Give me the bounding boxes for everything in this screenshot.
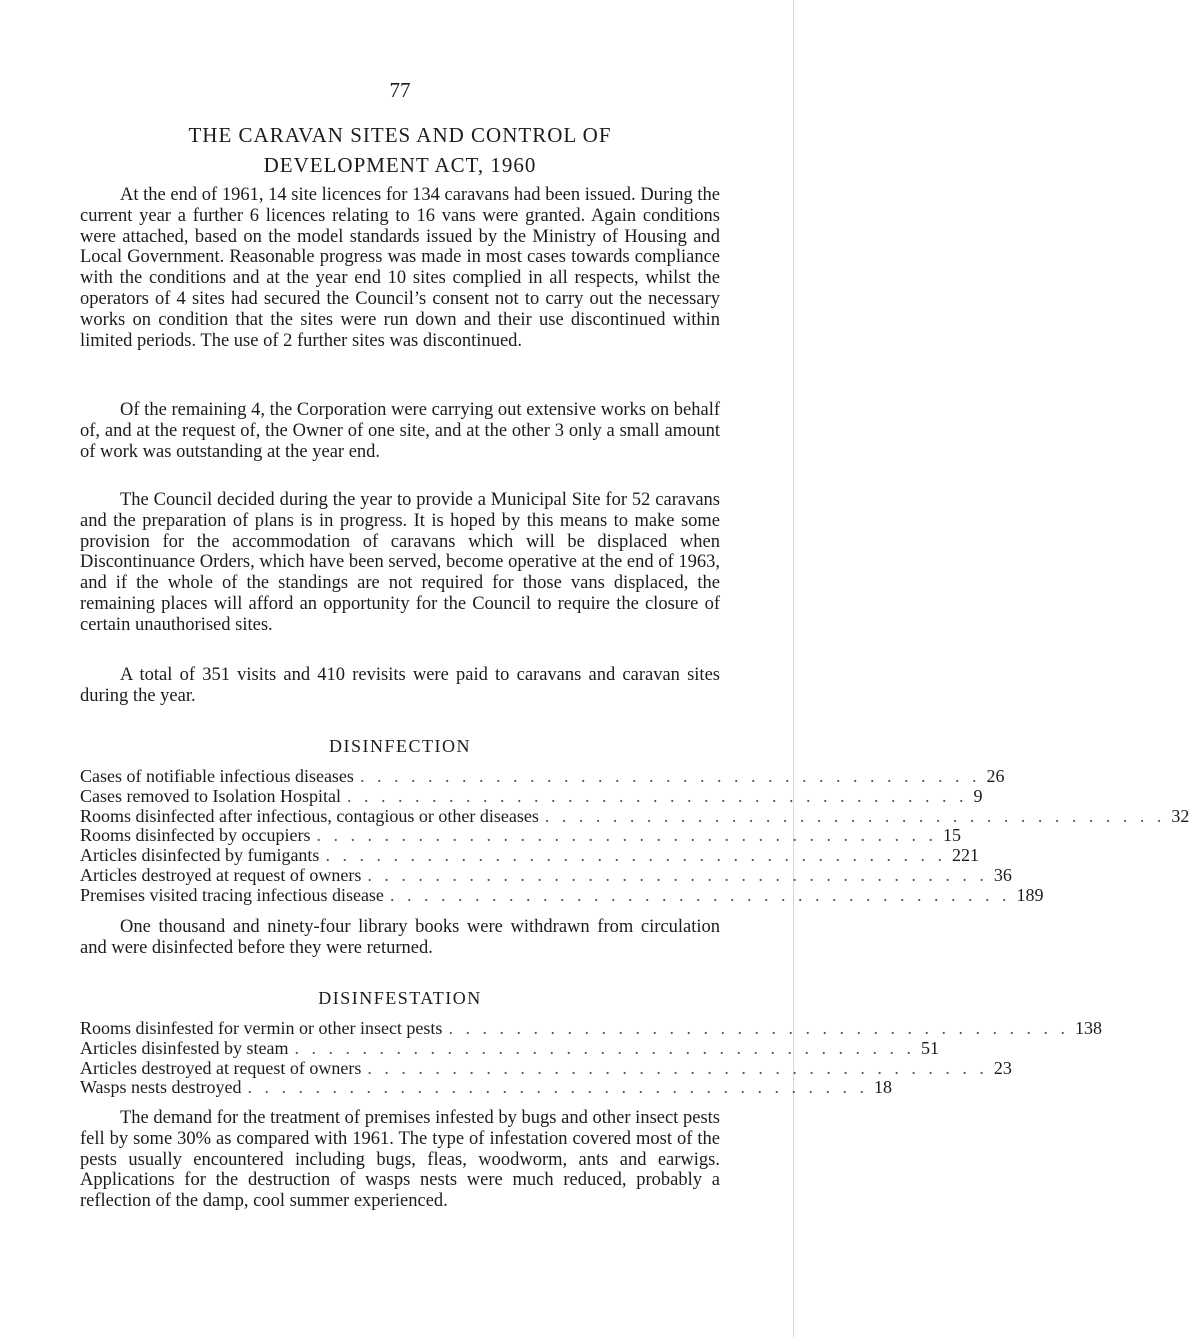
table-row: Premises visited tracing infectious disease . . . . . . . . . . . . . . . . . . . . . . . . . . . . . . . . . . . . . 189: [80, 884, 1044, 905]
paragraph-remaining-sites: Of the remaining 4, the Corporation were carrying out extensive works on behalf of, and at the request of, the Owner of one site, and at the other 3 only a small amount of work was outstanding at the year end.: [80, 400, 720, 462]
table-row: Rooms disinfested for vermin or other insect pests . . . . . . . . . . . . . . . . . . . . . . . . . . . . . . . . . . . . . 138: [80, 1018, 1102, 1038]
table-row: Cases removed to Isolation Hospital . . . . . . . . . . . . . . . . . . . . . . . . . . . . . . . . . . . . . 9: [80, 785, 983, 806]
page-number: 77: [389, 78, 411, 102]
table-row: Articles disinfected by fumigants . . . . . . . . . . . . . . . . . . . . . . . . . . . . . . . . . . . . . 221: [80, 845, 979, 866]
paragraph-visits: A total of 351 visits and 410 revisits were paid to caravans and caravan sites during the year.: [80, 665, 720, 706]
table-row: Articles destroyed at request of owners . . . . . . . . . . . . . . . . . . . . . . . . . . . . . . . . . . . . . 36: [80, 864, 1012, 885]
disinfection-table: [80, 766, 1189, 905]
table-row: Rooms disinfected after infectious, contagious or other diseases . . . . . . . . . . . . . . . . . . . . . . . . . . . . . . . . . . . . . 32: [80, 805, 1189, 826]
table-row: Articles destroyed at request of owners . . . . . . . . . . . . . . . . . . . . . . . . . . . . . . . . . . . . . 23: [80, 1057, 1012, 1078]
page-edge-line: [793, 0, 794, 1337]
paragraph-municipal-site: The Council decided during the year to provide a Municipal Site for 52 caravans and the preparation of plans is in progress. It is hoped by this means to make some provision for the accommodation of caravans which will be displaced when Discontinuance Orders, which have been served, become operative at the end of 1963, and if the whole of the standings are not required for those vans displaced, the remaining places will afford an opportunity for the Council to require the closure of certain unauthorised sites.: [80, 490, 720, 635]
disinfection-note: One thousand and ninety-four library books were withdrawn from circulation and were disinfected before they were returned.: [80, 917, 720, 958]
table-row: Wasps nests destroyed . . . . . . . . . . . . . . . . . . . . . . . . . . . . . . . . . . . . . 18: [80, 1077, 893, 1098]
disinfestation-note: The demand for the treatment of premises infested by bugs and other insect pests fell by some 30% as compared with 1961. The type of infestation covered most of the pests usually encountered including bugs, fleas, woodworm, ants and earwigs. Applications for the destruction of wasps nests were much reduced, probably a reflection of the damp, cool summer experienced.: [80, 1108, 720, 1212]
disinfection-heading: DISINFECTION: [329, 736, 471, 756]
table-row: Cases of notifiable infectious diseases . . . . . . . . . . . . . . . . . . . . . . . . . . . . . . . . . . . . . 26: [80, 766, 1005, 786]
disinfestation-heading: DISINFESTATION: [318, 988, 482, 1008]
table-row: Articles disinfested by steam . . . . . . . . . . . . . . . . . . . . . . . . . . . . . . . . . . . . . 51: [80, 1037, 939, 1058]
disinfestation-table: [80, 1018, 1102, 1098]
paragraph-site-licences: At the end of 1961, 14 site licences for 134 caravans had been issued. During the current year a further 6 licences relating to 16 vans were granted. Again conditions were attached, based on the model standards issued by the Ministry of Housing and Local Government. Reasonable progress was made in most cases towards compliance with the conditions and at the year end 10 sites complied in all respects, whilst the operators of 4 sites had secured the Council’s consent not to carry out the necessary works on condition that the sites were run down and their use discontinued within limited periods. The use of 2 further sites was discontinued.: [80, 185, 720, 351]
section-title: THE CARAVAN SITES AND CONTROL OF DEVELOPMENT ACT, 1960: [188, 123, 612, 177]
table-row: Rooms disinfected by occupiers . . . . . . . . . . . . . . . . . . . . . . . . . . . . . . . . . . . . . 15: [80, 825, 961, 846]
